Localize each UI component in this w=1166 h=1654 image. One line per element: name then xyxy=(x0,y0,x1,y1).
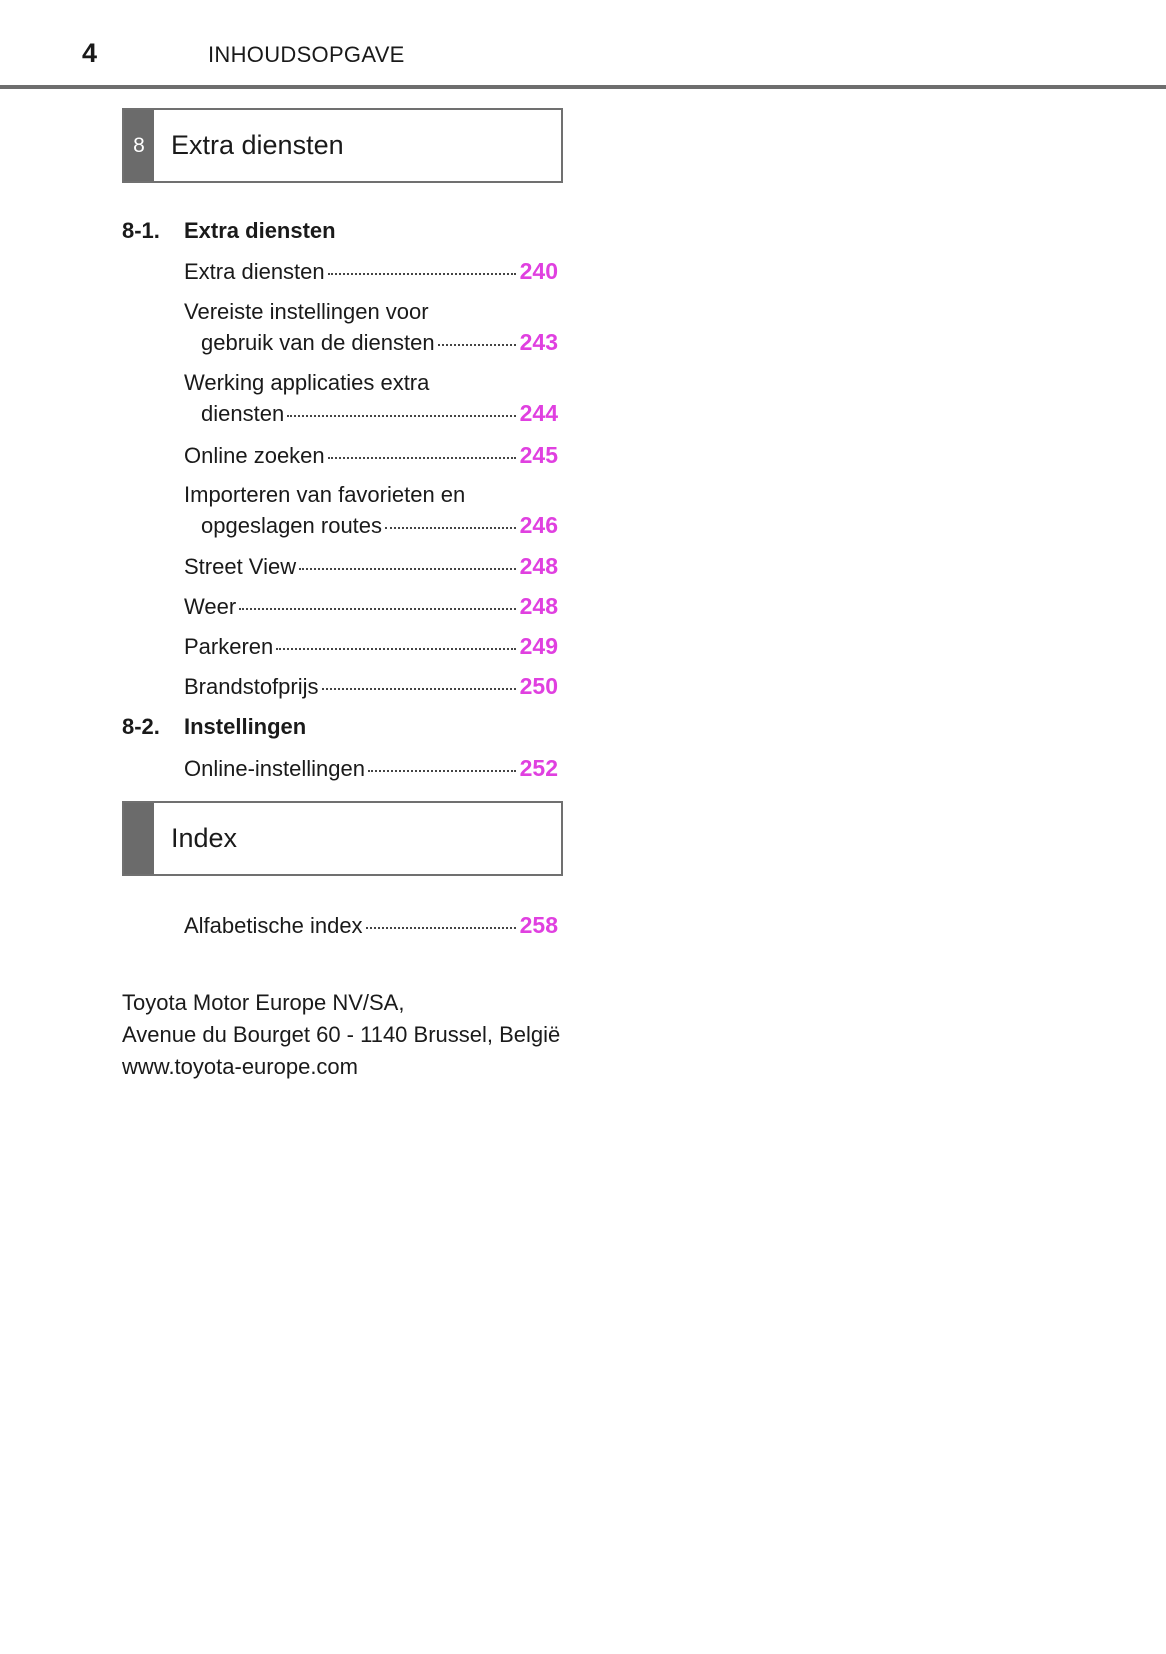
dot-leader xyxy=(239,608,515,610)
dot-leader xyxy=(385,527,516,529)
section-tab: 8 xyxy=(124,110,154,181)
toc-entry-title: Street View xyxy=(184,554,297,579)
subsection-title: Instellingen xyxy=(184,714,307,739)
toc-entry-title: Parkeren xyxy=(184,634,274,659)
subsection-number: 8-2. xyxy=(122,714,160,739)
dot-leader xyxy=(276,648,515,650)
toc-entry[interactable] xyxy=(184,296,558,358)
section-title: Index xyxy=(171,823,238,853)
dot-leader xyxy=(328,273,516,275)
toc-entry[interactable] xyxy=(184,631,558,662)
toc-entry-title: Weer xyxy=(184,594,237,619)
toc-entry-title: Extra diensten xyxy=(184,259,325,284)
section-heading-8[interactable] xyxy=(122,108,563,183)
dot-leader xyxy=(438,344,516,346)
dot-leader xyxy=(366,927,516,929)
toc-page-number[interactable]: 252 xyxy=(519,755,558,781)
dot-leader xyxy=(299,568,516,570)
toc-entry[interactable] xyxy=(184,551,558,582)
toc-page-number[interactable]: 245 xyxy=(519,442,558,468)
toc-page-number[interactable]: 248 xyxy=(519,553,558,579)
toc-entry-title: Online-instellingen xyxy=(184,756,365,781)
toc-page-number[interactable]: 246 xyxy=(519,512,558,538)
dot-leader xyxy=(287,415,515,417)
subsection-title: Extra diensten xyxy=(184,218,336,243)
toc-entry-title: Brandstofprijs xyxy=(184,674,319,699)
toc-page-number[interactable]: 250 xyxy=(519,673,558,699)
page-number: 4 xyxy=(82,38,98,68)
toc-entry[interactable] xyxy=(184,671,558,702)
toc-entry-title: Vereiste instellingen voor xyxy=(184,299,429,324)
toc-entry-title: Importeren van favorieten en xyxy=(184,482,466,507)
toc-page-number[interactable]: 244 xyxy=(519,400,558,426)
toc-entry-title-continued: opgeslagen routes xyxy=(201,513,383,538)
section-tab xyxy=(124,803,154,874)
header-title: INHOUDSOPGAVE xyxy=(208,42,405,67)
section-title: Extra diensten xyxy=(171,130,344,160)
address-line: Avenue du Bourget 60 - 1140 Brussel, België xyxy=(122,1022,561,1047)
toc-page-number[interactable]: 243 xyxy=(519,329,558,355)
dot-leader xyxy=(328,457,516,459)
toc-entry[interactable] xyxy=(184,256,558,287)
toc-entry[interactable] xyxy=(184,479,558,541)
toc-entry[interactable] xyxy=(184,591,558,622)
subsection-number: 8-1. xyxy=(122,218,160,243)
website-link[interactable]: www.toyota-europe.com xyxy=(122,1054,358,1079)
toc-entry[interactable] xyxy=(184,440,558,471)
toc-entry-title: Online zoeken xyxy=(184,443,325,468)
section-heading-index[interactable] xyxy=(122,801,563,876)
toc-page-number[interactable]: 240 xyxy=(519,258,558,284)
dot-leader xyxy=(368,770,516,772)
toc-entry-title: Alfabetische index xyxy=(184,913,363,938)
toc-page-number[interactable]: 258 xyxy=(519,912,558,938)
dot-leader xyxy=(322,688,516,690)
toc-page-number[interactable]: 248 xyxy=(519,593,558,619)
header-rule xyxy=(0,85,1166,89)
toc-entry[interactable] xyxy=(184,910,558,941)
subsection-heading-8-2 xyxy=(122,714,306,740)
toc-entry[interactable] xyxy=(184,753,558,784)
toc-page-number[interactable]: 249 xyxy=(519,633,558,659)
toc-entry-title: Werking applicaties extra xyxy=(184,370,430,395)
subsection-heading-8-1 xyxy=(122,218,336,244)
toc-entry[interactable] xyxy=(184,367,558,429)
publisher-address xyxy=(122,987,560,1083)
address-line: Toyota Motor Europe NV/SA, xyxy=(122,990,405,1015)
toc-entry-title-continued: gebruik van de diensten xyxy=(201,330,435,355)
toc-entry-title-continued: diensten xyxy=(201,401,285,426)
